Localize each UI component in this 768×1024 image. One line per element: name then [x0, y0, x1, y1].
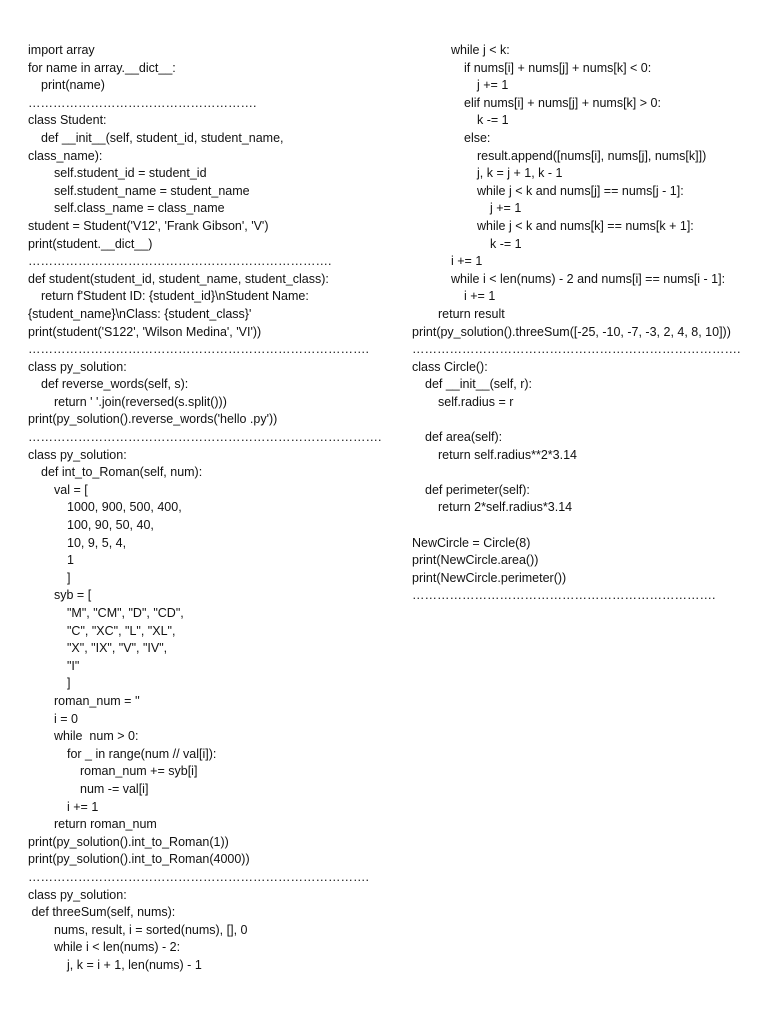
- right-code-column: [412, 42, 762, 605]
- code-line: class Student:: [28, 113, 107, 128]
- code-line: print(py_solution().int_to_Roman(4000)): [28, 852, 250, 867]
- code-line: j, k = i + 1, len(nums) - 1: [67, 957, 202, 972]
- code-line: self.student_id = student_id: [54, 166, 207, 181]
- code-line: while num > 0:: [54, 729, 139, 744]
- code-line: def reverse_words(self, s):: [41, 377, 189, 392]
- code-line: 1000, 900, 500, 400,: [67, 500, 182, 515]
- code-line: while i < len(nums) - 2:: [54, 940, 181, 955]
- code-line: return roman_num: [54, 817, 157, 832]
- code-line: print(name): [41, 78, 105, 93]
- code-line: i = 0: [54, 711, 78, 726]
- code-line: self.class_name = class_name: [54, 201, 225, 216]
- code-line: ……………………………………………………………….: [412, 588, 716, 603]
- code-line: ……………………………………………………………………….: [28, 869, 369, 884]
- code-line: print(py_solution().reverse_words('hello .py')): [28, 412, 278, 427]
- code-line: {student_name}\nClass: {student_class}': [28, 306, 252, 321]
- code-line: num -= val[i]: [80, 781, 149, 796]
- code-line: print(student.__dict__): [28, 236, 153, 251]
- code-line: i += 1: [464, 289, 496, 304]
- code-line: "C", "XC", "L", "XL",: [67, 623, 176, 638]
- code-line: 10, 9, 5, 4,: [67, 535, 127, 550]
- code-line: "X", "IX", "V", "IV",: [67, 641, 168, 656]
- code-line: def area(self):: [425, 430, 503, 445]
- code-line: def __init__(self, student_id, student_name,: [41, 130, 284, 145]
- code-line: ……………………………………………….: [28, 95, 257, 110]
- code-line: self.radius = r: [438, 394, 514, 409]
- code-line: …………………………………………………………………….: [412, 342, 741, 357]
- code-line: ……………………………………………………………….: [28, 254, 332, 269]
- code-line: class py_solution:: [28, 447, 127, 462]
- code-line: k -= 1: [490, 236, 522, 251]
- code-line: print(student('S122', 'Wilson Medina', 'VI')): [28, 324, 262, 339]
- code-line: def student(student_id, student_name, student_class):: [28, 271, 329, 286]
- code-line: roman_num += syb[i]: [80, 764, 198, 779]
- code-line: j += 1: [490, 201, 522, 216]
- code-line: result.append([nums[i], nums[j], nums[k]]): [477, 148, 707, 163]
- code-line: def perimeter(self):: [425, 482, 530, 497]
- blank-line: [412, 517, 762, 535]
- code-line: class Circle():: [412, 359, 488, 374]
- code-line: nums, result, i = sorted(nums), [], 0: [54, 922, 248, 937]
- code-line: ……………………………………………………………………….: [28, 342, 369, 357]
- code-line: while j < k and nums[k] == nums[k + 1]:: [477, 218, 694, 233]
- code-line: while j < k and nums[j] == nums[j - 1]:: [477, 183, 684, 198]
- code-line: ………………………………………………………………………….: [28, 430, 382, 445]
- code-line: ]: [67, 570, 71, 585]
- code-line: while j < k:: [451, 43, 510, 57]
- code-line: for name in array.__dict__:: [28, 60, 176, 75]
- code-line: return result: [438, 306, 505, 321]
- code-line: NewCircle = Circle(8): [412, 535, 531, 550]
- code-line: for _ in range(num // val[i]):: [67, 746, 217, 761]
- code-line: def threeSum(self, nums):: [28, 905, 176, 920]
- code-line: "I": [67, 658, 80, 673]
- code-line: ]: [67, 676, 71, 691]
- code-line: return self.radius**2*3.14: [438, 447, 577, 462]
- code-line: return ' '.join(reversed(s.split())): [54, 394, 227, 409]
- code-line: def __init__(self, r):: [425, 377, 532, 392]
- blank-line: [412, 464, 762, 482]
- code-line: j, k = j + 1, k - 1: [477, 166, 563, 181]
- code-line: print(NewCircle.area()): [412, 553, 539, 568]
- code-line: k -= 1: [477, 113, 509, 128]
- code-line: return 2*self.radius*3.14: [438, 500, 573, 515]
- code-line: i += 1: [451, 254, 483, 269]
- code-line: syb = [: [54, 588, 92, 603]
- blank-line: [412, 411, 762, 429]
- code-line: if nums[i] + nums[j] + nums[k] < 0:: [464, 60, 652, 75]
- code-line: else:: [464, 130, 491, 145]
- code-line: print(NewCircle.perimeter()): [412, 570, 567, 585]
- code-line: student = Student('V12', 'Frank Gibson', 'V'): [28, 218, 269, 233]
- code-line: j += 1: [477, 78, 509, 93]
- code-line: return f'Student ID: {student_id}\nStudent Name:: [41, 289, 309, 304]
- code-line: class_name):: [28, 148, 103, 163]
- code-line: 1: [67, 553, 74, 568]
- code-line: class py_solution:: [28, 359, 127, 374]
- code-line: print(py_solution().int_to_Roman(1)): [28, 834, 229, 849]
- code-line: val = [: [54, 482, 88, 497]
- code-line: self.student_name = student_name: [54, 183, 250, 198]
- code-line: def int_to_Roman(self, num):: [41, 465, 203, 480]
- code-line: i += 1: [67, 799, 99, 814]
- code-line: roman_num = '': [54, 693, 140, 708]
- code-line: while i < len(nums) - 2 and nums[i] == nums[i - 1]:: [451, 271, 726, 286]
- code-line: import array: [28, 43, 95, 57]
- code-line: 100, 90, 50, 40,: [67, 518, 154, 533]
- code-line: print(py_solution().threeSum([-25, -10, -7, -3, 2, 4, 8, 10])): [412, 324, 731, 339]
- code-line: "M", "CM", "D", "CD",: [67, 606, 184, 620]
- left-code-column: [28, 42, 398, 974]
- code-line: class py_solution:: [28, 887, 127, 902]
- code-line: elif nums[i] + nums[j] + nums[k] > 0:: [464, 95, 661, 110]
